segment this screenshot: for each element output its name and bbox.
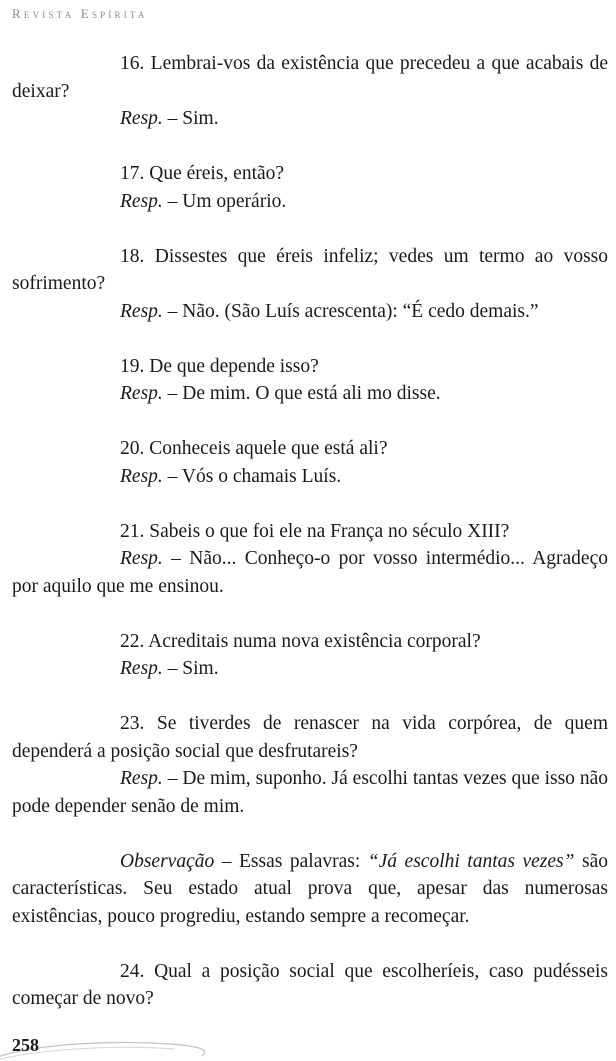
resp-label: Resp. [120, 768, 163, 789]
question-17: 17. Que éreis, então? [120, 163, 285, 184]
answer-19 [12, 380, 608, 408]
qa-block-21 [12, 518, 608, 601]
page-content [12, 50, 608, 1040]
question-22: 22. Acreditais numa nova existência corporal? [120, 630, 481, 652]
answer-18 [12, 298, 608, 326]
resp-label: Resp. [120, 108, 163, 129]
resp-label: Resp. [120, 658, 163, 679]
answer-16 [12, 105, 608, 133]
answer-21 [12, 545, 608, 600]
answer-text: – Não. (São Luís acrescenta): “É cedo demais.” [162, 300, 539, 322]
qa-block-20 [12, 435, 608, 490]
answer-22 [12, 655, 608, 683]
question-20: 20. Conheceis aquele que está ali? [120, 438, 388, 459]
running-header: Revista Espírita [12, 6, 148, 21]
qa-block-24 [12, 958, 608, 1013]
qa-block-22 [12, 628, 608, 683]
answer-text: – De mim. O que está ali mo disse. [162, 383, 441, 404]
question-19: 19. De que depende isso? [120, 355, 319, 377]
answer-text: – Sim. [162, 658, 219, 679]
question-18: 18. Dissestes que éreis infeliz; vedes um termo ao vosso sofrimento? [12, 245, 608, 294]
answer-text: – Sim. [162, 108, 219, 129]
resp-label: Resp. [120, 465, 163, 487]
page-number: 258 [12, 1035, 39, 1055]
observation-block [12, 848, 608, 931]
resp-label: Resp. [120, 300, 163, 322]
answer-text: – De mim, suponho. Já escolhi tantas vezes que isso não pode depender senão de mim. [12, 768, 608, 817]
answer-20 [12, 463, 608, 491]
resp-label: Resp. [120, 190, 163, 212]
observation-paragraph [12, 848, 608, 931]
answer-text: – Não... Conheço-o por vosso intermédio... Agradeço por aquilo que me ensinou. [12, 548, 608, 597]
question-23: 23. Se tiverdes de renascer na vida corpórea, de quem dependerá a posição social que desfrutareis? [12, 713, 608, 762]
question-16: 16. Lembrai-vos da existência que precedeu a que acabais de deixar? [12, 53, 608, 102]
qa-block-16 [12, 50, 608, 133]
qa-block-17 [12, 160, 608, 215]
observation-text-before: – Essas palavras: [214, 850, 368, 872]
qa-block-19 [12, 353, 608, 408]
resp-label: Resp. [120, 383, 163, 404]
answer-23 [12, 765, 608, 820]
resp-label: Resp. [120, 548, 163, 569]
observation-label: Observação [120, 850, 215, 872]
observation-quote: “Já escolhi tantas vezes” [367, 850, 575, 872]
question-24: 24. Qual a posição social que escolheríeis, caso pudésseis começar de novo? [12, 960, 608, 1009]
qa-block-23 [12, 710, 608, 820]
observation-text-after: são características. Seu estado atual prova que, apesar das numerosas existências, pouco progrediu, estando sempre a recomeçar. [12, 850, 608, 927]
answer-text: – Vós o chamais Luís. [162, 465, 342, 487]
question-21: 21. Sabeis o que foi ele na França no século XIII? [120, 520, 510, 542]
qa-block-18 [12, 243, 608, 326]
answer-17 [12, 188, 608, 216]
answer-text: – Um operário. [162, 190, 287, 212]
